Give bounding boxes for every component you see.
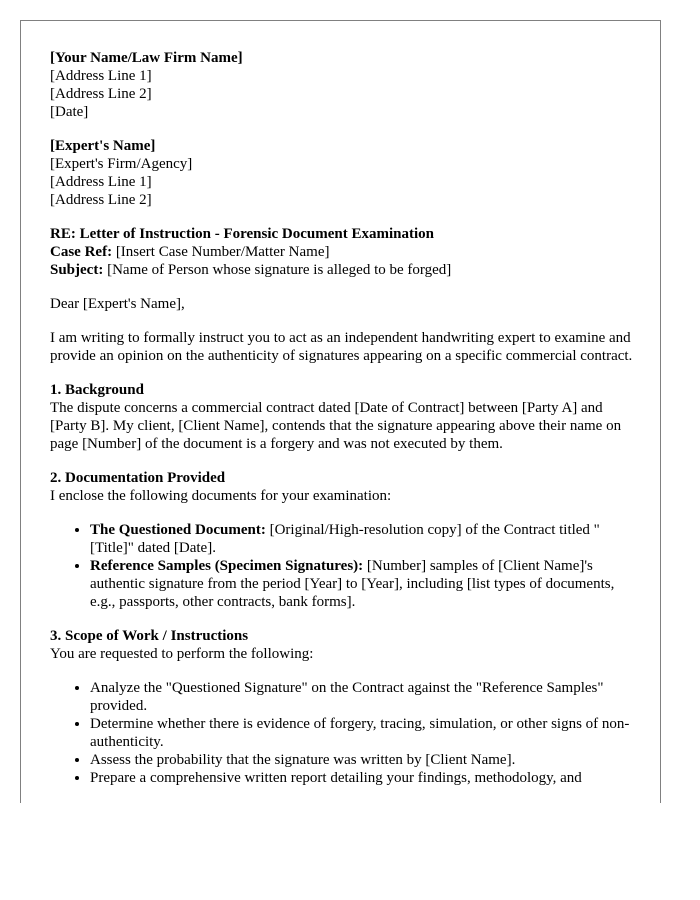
list-item: • Prepare a comprehensive written report detailing your findings, methodology, and: [90, 769, 640, 787]
recipient-address-line-2: [Address Line 2]: [50, 192, 152, 208]
recipient-firm: [Expert's Firm/Agency]: [50, 156, 193, 172]
doc-item-label: Reference Samples (Specimen Signatures):: [90, 558, 364, 574]
scope-list: [50, 679, 640, 787]
salutation: Dear [Expert's Name],: [50, 296, 185, 312]
intro-paragraph: I am writing to formally instruct you to act as an independent handwriting expert to examine and provide an opinion on the authenticity of signatures appearing on a specific commercial contract.: [50, 330, 633, 364]
list-item: [90, 521, 640, 557]
doc-item-text: [Original/High-resolution copy] of the Contract titled "[Title]" dated [Date].: [90, 522, 600, 556]
doc-item-text: [Number] samples of [Client Name]'s authentic signature from the period [Year] to [Year], including [list types of documents, e.g., passports, other contracts, bank forms].: [90, 558, 615, 610]
subject-value: [Name of Person whose signature is alleged to be forged]: [103, 262, 452, 278]
documentation-text: I enclose the following documents for your examination:: [50, 488, 392, 504]
sender-address-line-2: [Address Line 2]: [50, 86, 152, 102]
section-scope: [50, 627, 640, 787]
letter-page: [20, 20, 661, 803]
documentation-list: [50, 521, 640, 611]
recipient-block: [50, 137, 640, 209]
letter-date: [Date]: [50, 104, 89, 120]
subject-line: [50, 261, 640, 279]
background-text: The dispute concerns a commercial contract dated [Date of Contract] between [Party A] and [Party B]. My client, [Client Name], contends that the signature appearing above their name on page [Number] of the document is a forgery and was not executed by them.: [50, 400, 622, 452]
documentation-heading: 2. Documentation Provided: [50, 470, 226, 486]
scope-text: You are requested to perform the following:: [50, 646, 314, 662]
recipient-address-line-1: [Address Line 1]: [50, 174, 152, 190]
case-ref-label: Case Ref:: [50, 244, 113, 260]
section-background: [50, 381, 640, 453]
case-ref-value: [Insert Case Number/Matter Name]: [112, 244, 330, 260]
reference-block: [50, 225, 640, 279]
background-heading: 1. Background: [50, 382, 144, 398]
sender-name: [Your Name/Law Firm Name]: [50, 50, 243, 66]
list-item: • Determine whether there is evidence of forgery, tracing, simulation, or other signs of non-authenticity.: [90, 715, 640, 751]
doc-item-label: The Questioned Document:: [90, 522, 266, 538]
re-title: RE: Letter of Instruction - Forensic Document Examination: [50, 226, 434, 242]
list-item: • Assess the probability that the signature was written by [Client Name].: [90, 751, 640, 769]
subject-label: Subject:: [50, 262, 104, 278]
case-ref-line: [50, 243, 640, 261]
list-item: • Analyze the "Questioned Signature" on the Contract against the "Reference Samples" provided.: [90, 679, 640, 715]
scope-heading: 3. Scope of Work / Instructions: [50, 628, 249, 644]
list-item: [90, 557, 640, 611]
section-documentation: [50, 469, 640, 611]
sender-block: [50, 49, 640, 121]
recipient-name: [Expert's Name]: [50, 138, 156, 154]
sender-address-line-1: [Address Line 1]: [50, 68, 152, 84]
letter-content: [50, 49, 640, 803]
